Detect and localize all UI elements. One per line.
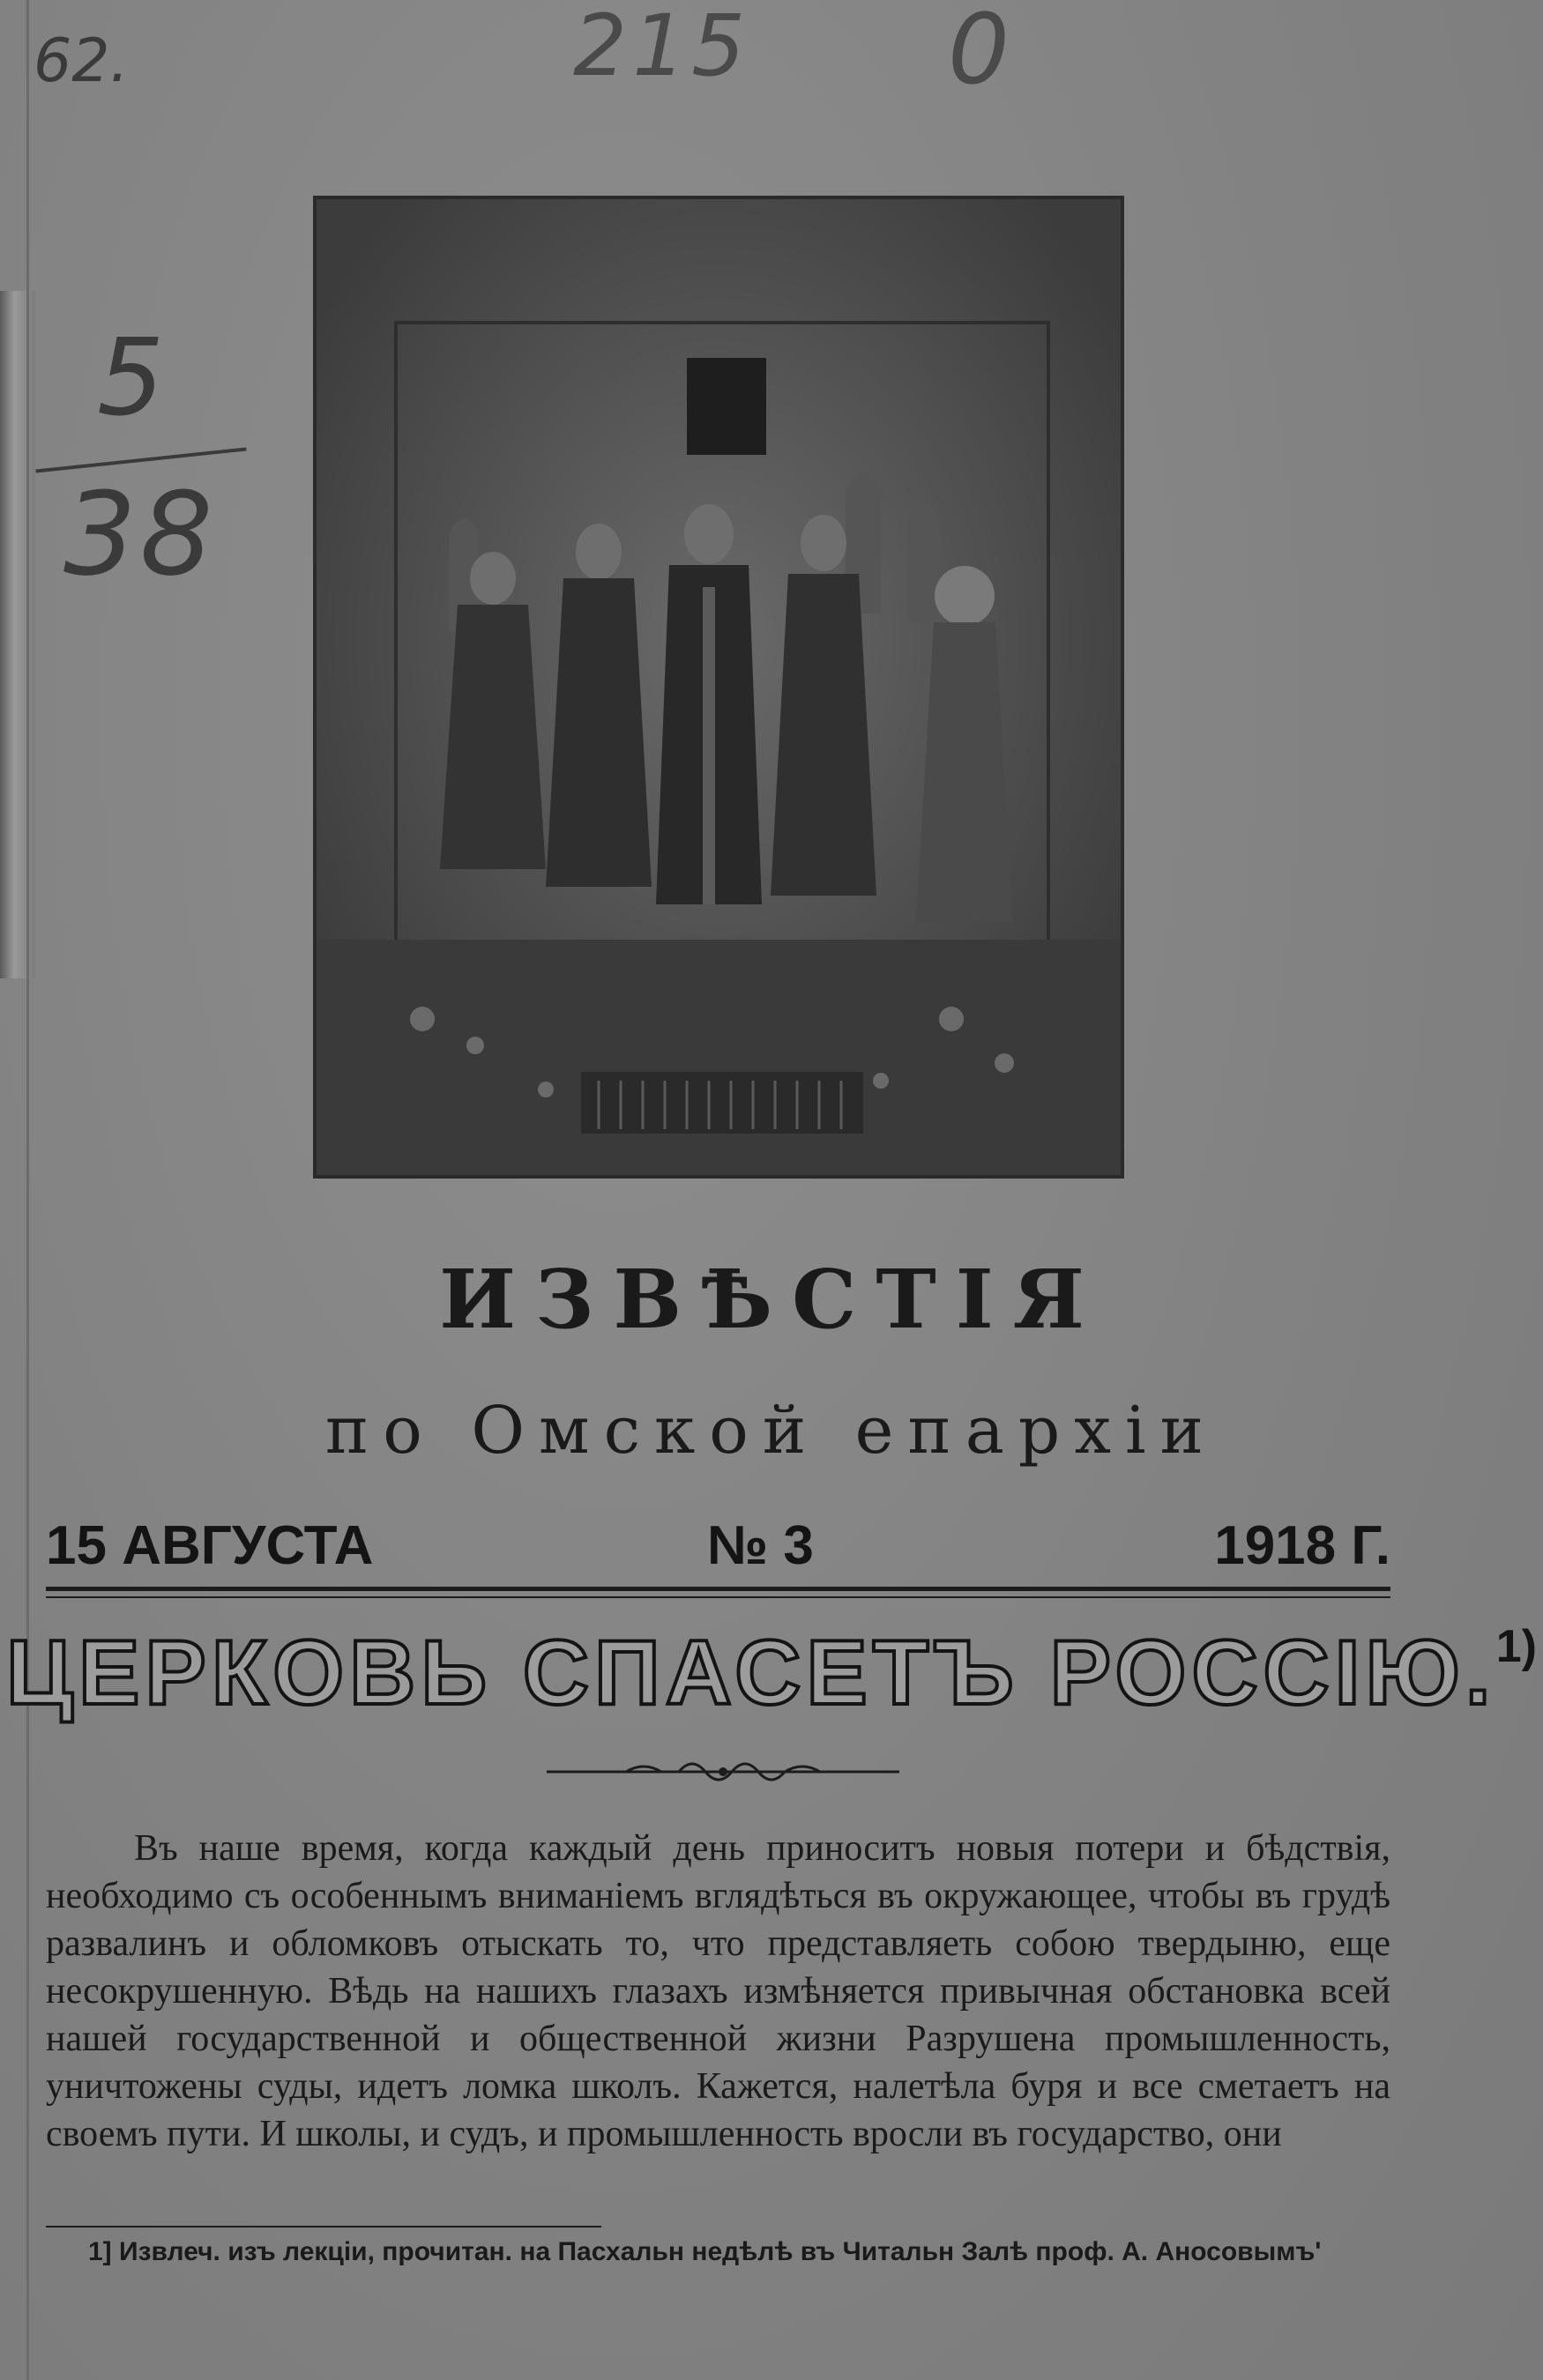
issue-year: 1918 Г. bbox=[1214, 1515, 1390, 1576]
article-paragraph: Въ наше время, когда каждый день приноситъ новыя потери и бѣдствія, необходимо съ особеннымъ вниманіемъ вглядѣться въ окружающее, чтобы въ грудѣ развалинъ и обломковъ отыскать то, что представляеть собою твердыню, еще несокрушенную. Вѣдь на нашихъ глазахъ измѣняется привычная обстановка всей нашей государственной и общественной жизни Разрушена промышленность, уничтожены суды, идетъ ломка школъ. Кажется, налетѣла буря и все сметаетъ на своемъ пути. И школы, и судъ, и промышленность вросли въ государство, они bbox=[46, 1828, 1390, 2154]
handwritten-number-top-center: 215 bbox=[573, 0, 751, 95]
issue-info-row bbox=[46, 1514, 1390, 1585]
reliquary-shrine bbox=[581, 1072, 863, 1134]
handwritten-mark-top-right: 0 bbox=[948, 0, 1010, 106]
article-body bbox=[46, 1825, 1390, 2158]
masthead-rule-thin bbox=[46, 1596, 1390, 1598]
article-headline-text: ЦЕРКОВЬ СПАСЕТЪ РОССІЮ. bbox=[6, 1622, 1496, 1724]
ornament-divider-icon bbox=[547, 1754, 899, 1789]
icon-artwork bbox=[317, 199, 1121, 1175]
torn-page-edge bbox=[0, 291, 35, 978]
issue-date: 15 АВГУСТА bbox=[46, 1515, 374, 1576]
footnote-marker: 1) bbox=[1495, 1621, 1537, 1672]
footnote: 1] Извлеч. изъ лекціи, прочитан. на Пасхальн недѣлѣ въ Читальн Залѣ проф. А. Аносовымъ' bbox=[88, 2237, 1322, 2266]
shelfmark-numerator: 5 bbox=[97, 317, 165, 440]
page-fold-line bbox=[26, 0, 29, 2380]
icon-top-panel bbox=[687, 358, 766, 455]
footnote-rule bbox=[46, 2226, 601, 2228]
article-headline bbox=[0, 1620, 1543, 1726]
handwritten-number-top-left: 62. bbox=[34, 26, 130, 96]
journal-subtitle: по Омской епархіи bbox=[324, 1393, 1219, 1469]
icon-illustration bbox=[313, 196, 1124, 1179]
shelfmark-denominator: 38 bbox=[63, 467, 217, 601]
masthead-rule bbox=[46, 1587, 1390, 1591]
journal-title: ИЗВѢСТІЯ bbox=[439, 1252, 1104, 1347]
issue-number: № 3 bbox=[707, 1515, 814, 1576]
